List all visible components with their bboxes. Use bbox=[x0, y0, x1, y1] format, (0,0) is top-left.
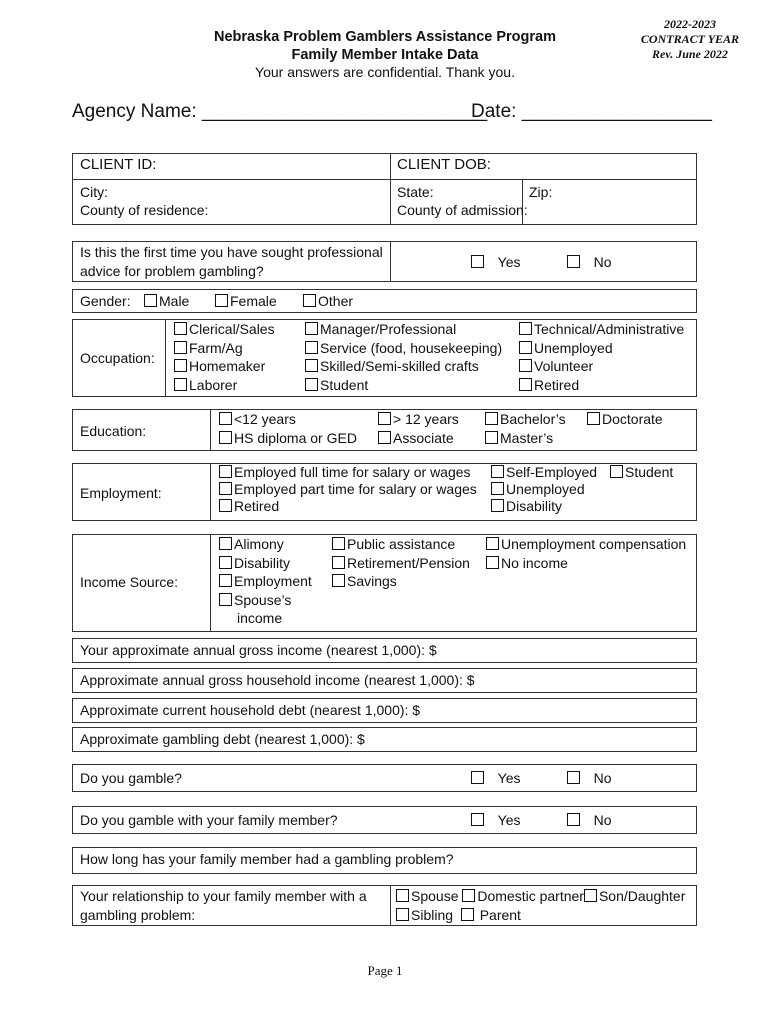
employment-option[interactable] bbox=[610, 464, 673, 481]
option-label: Public assistance bbox=[347, 536, 456, 552]
checkbox-icon[interactable] bbox=[587, 412, 600, 425]
form-title: Nebraska Problem Gamblers Assistance Program bbox=[214, 29, 556, 45]
income-source-box bbox=[72, 534, 697, 632]
employment-option[interactable] bbox=[491, 498, 597, 515]
education-option[interactable] bbox=[219, 410, 357, 429]
option-label: Student bbox=[625, 464, 674, 480]
occupation-option[interactable] bbox=[305, 376, 502, 395]
employment-label: Employment: bbox=[80, 485, 162, 501]
checkbox-icon[interactable] bbox=[332, 574, 345, 587]
zip-field[interactable]: Zip: bbox=[529, 184, 553, 200]
household-debt-field[interactable]: Approximate current household debt (nearest 1,000): $ bbox=[80, 702, 421, 718]
first-time-yes[interactable] bbox=[471, 253, 521, 271]
option-label: Sibling bbox=[411, 907, 454, 923]
checkbox-icon[interactable] bbox=[219, 556, 232, 569]
confidential-note: Your answers are confidential. Thank you. bbox=[255, 64, 515, 80]
relationship-row1 bbox=[396, 887, 685, 905]
gamble-family-no[interactable] bbox=[567, 811, 612, 829]
option-label: Son/Daughter bbox=[598, 888, 686, 904]
education-option[interactable] bbox=[378, 410, 459, 429]
occupation-option[interactable] bbox=[174, 320, 275, 339]
income-option[interactable] bbox=[332, 572, 470, 591]
employment-box bbox=[72, 463, 697, 521]
gender-other-label: Other bbox=[318, 293, 354, 309]
checkbox-icon[interactable] bbox=[519, 341, 532, 354]
relationship-box bbox=[72, 885, 697, 926]
education-option[interactable] bbox=[485, 429, 566, 448]
gamble-family-no-label: No bbox=[593, 812, 612, 828]
first-time-question: Is this the first time you have sought professional bbox=[80, 244, 383, 260]
option-label: Parent bbox=[479, 907, 521, 923]
education-col3 bbox=[485, 410, 566, 447]
household-income-row[interactable] bbox=[72, 668, 697, 693]
education-col1 bbox=[219, 410, 357, 447]
gamble-family-yes-label: Yes bbox=[497, 812, 521, 828]
checkbox-icon[interactable] bbox=[219, 499, 232, 512]
occupation-option[interactable] bbox=[305, 357, 502, 376]
checkbox-icon[interactable] bbox=[219, 465, 232, 478]
checkbox-icon[interactable] bbox=[174, 341, 187, 354]
checkbox-icon[interactable] bbox=[305, 322, 318, 335]
education-col2 bbox=[378, 410, 459, 447]
employment-option[interactable] bbox=[219, 481, 477, 498]
client-dob-field[interactable]: CLIENT DOB: bbox=[397, 156, 491, 173]
gender-other[interactable] bbox=[303, 292, 353, 310]
employment-option[interactable] bbox=[219, 464, 477, 481]
income-source-label: Income Source: bbox=[80, 574, 179, 590]
occupation-option[interactable] bbox=[519, 376, 684, 395]
county-residence-field[interactable]: County of residence: bbox=[80, 202, 209, 218]
agency-name-field[interactable]: Agency Name: ___________________________ bbox=[72, 101, 488, 122]
checkbox-icon[interactable] bbox=[471, 255, 484, 268]
education-box bbox=[72, 409, 697, 451]
employment-option[interactable] bbox=[491, 481, 597, 498]
education-option[interactable] bbox=[219, 429, 357, 448]
option-label: Savings bbox=[347, 573, 397, 589]
checkbox-icon[interactable] bbox=[584, 889, 597, 902]
revision-date: Rev. June 2022 bbox=[652, 47, 728, 61]
gamble-no-label: No bbox=[593, 770, 612, 786]
occupation-option[interactable] bbox=[519, 320, 684, 339]
gambling-debt-row[interactable] bbox=[72, 727, 697, 752]
gender-box bbox=[72, 289, 697, 313]
first-time-yes-label: Yes bbox=[497, 254, 521, 270]
option-label: Domestic partner bbox=[477, 888, 584, 904]
checkbox-icon[interactable] bbox=[491, 465, 504, 478]
checkbox-icon[interactable] bbox=[174, 378, 187, 391]
relationship-option[interactable] bbox=[396, 907, 453, 923]
gender-label: Gender: bbox=[80, 293, 131, 309]
first-time-no-label: No bbox=[593, 254, 612, 270]
income-col3 bbox=[486, 535, 686, 572]
checkbox-icon[interactable] bbox=[485, 431, 498, 444]
option-label: Employed part time for salary or wages bbox=[234, 481, 477, 497]
option-label-continued: income bbox=[237, 610, 283, 626]
checkbox-icon[interactable] bbox=[485, 412, 498, 425]
checkbox-icon[interactable] bbox=[305, 341, 318, 354]
income-option[interactable] bbox=[219, 535, 312, 554]
relationship-option[interactable] bbox=[396, 888, 458, 904]
option-label: Spouse’s bbox=[234, 591, 292, 608]
option-label: Employment bbox=[234, 573, 312, 589]
income-col2 bbox=[332, 535, 470, 591]
checkbox-icon[interactable] bbox=[219, 412, 232, 425]
employment-col2 bbox=[491, 464, 597, 515]
gamble-yes-label: Yes bbox=[497, 770, 521, 786]
education-option[interactable] bbox=[485, 410, 566, 429]
client-info-box bbox=[72, 153, 697, 225]
checkbox-icon[interactable] bbox=[174, 359, 187, 372]
employment-option[interactable] bbox=[219, 498, 477, 515]
option-label: Unemployment compensation bbox=[501, 536, 687, 552]
option-label: HS diploma or GED bbox=[234, 429, 357, 446]
gamble-family-yes[interactable] bbox=[471, 811, 521, 829]
option-label: Homemaker bbox=[189, 358, 266, 374]
checkbox-icon[interactable] bbox=[219, 431, 232, 444]
income-option[interactable] bbox=[332, 554, 470, 573]
checkbox-icon[interactable] bbox=[471, 813, 484, 826]
option-label: Clerical/Sales bbox=[189, 321, 275, 337]
checkbox-icon[interactable] bbox=[219, 593, 232, 606]
income-option[interactable] bbox=[219, 572, 312, 591]
option-label: Skilled/Semi-skilled crafts bbox=[320, 358, 479, 374]
option-label: Spouse bbox=[411, 888, 459, 904]
employment-option[interactable] bbox=[491, 464, 597, 481]
annual-income-row[interactable] bbox=[72, 638, 697, 663]
occupation-col3 bbox=[519, 320, 684, 394]
income-option[interactable] bbox=[486, 554, 686, 573]
option-label: Technical/Administrative bbox=[534, 321, 685, 337]
option-label: Student bbox=[320, 376, 369, 393]
gamble-family-question: Do you gamble with your family member? bbox=[80, 812, 338, 828]
checkbox-icon[interactable] bbox=[519, 322, 532, 335]
gender-male-label: Male bbox=[159, 293, 190, 309]
checkbox-icon[interactable] bbox=[486, 556, 499, 569]
checkbox-icon[interactable] bbox=[486, 537, 499, 550]
first-time-no[interactable] bbox=[567, 253, 612, 271]
education-col4 bbox=[587, 410, 663, 429]
income-col1 bbox=[219, 535, 312, 628]
option-label: Service (food, housekeeping) bbox=[320, 339, 503, 356]
option-label: Retirement/Pension bbox=[347, 554, 470, 571]
income-option[interactable] bbox=[332, 535, 470, 554]
gamble-box bbox=[72, 764, 697, 792]
checkbox-icon[interactable] bbox=[519, 378, 532, 391]
education-option[interactable] bbox=[378, 429, 459, 448]
relationship-question: Your relationship to your family member with a bbox=[80, 888, 367, 904]
occupation-option[interactable] bbox=[174, 357, 275, 376]
relationship-row2 bbox=[396, 906, 521, 924]
occupation-col2 bbox=[305, 320, 502, 394]
option-label: Master’s bbox=[500, 429, 554, 446]
checkbox-icon[interactable] bbox=[491, 499, 504, 512]
occupation-option[interactable] bbox=[174, 376, 275, 395]
option-label: Retired bbox=[234, 498, 280, 514]
option-label: > 12 years bbox=[393, 411, 459, 427]
checkbox-icon[interactable] bbox=[174, 322, 187, 335]
option-label: Disability bbox=[506, 498, 563, 514]
option-label: Unemployed bbox=[534, 339, 613, 356]
checkbox-icon[interactable] bbox=[219, 537, 232, 550]
option-label: Alimony bbox=[234, 536, 284, 552]
occupation-col1 bbox=[174, 320, 275, 394]
contract-year: 2022-2023 bbox=[664, 17, 716, 31]
checkbox-icon[interactable] bbox=[567, 255, 580, 268]
occupation-option[interactable] bbox=[305, 339, 502, 358]
checkbox-icon[interactable] bbox=[303, 294, 316, 307]
option-label: Doctorate bbox=[602, 411, 663, 427]
gamble-yes[interactable] bbox=[471, 769, 521, 787]
checkbox-icon[interactable] bbox=[332, 537, 345, 550]
gender-female-label: Female bbox=[230, 293, 277, 309]
checkbox-icon[interactable] bbox=[305, 378, 318, 391]
gambling-debt-field[interactable]: Approximate gambling debt (nearest 1,000): $ bbox=[80, 731, 365, 747]
employment-col3 bbox=[610, 464, 673, 481]
gender-male[interactable] bbox=[144, 292, 189, 310]
income-option[interactable] bbox=[486, 535, 686, 554]
option-label: No income bbox=[501, 554, 568, 571]
education-label: Education: bbox=[80, 423, 147, 439]
checkbox-icon[interactable] bbox=[396, 889, 409, 902]
option-label: Disability bbox=[234, 554, 291, 571]
checkbox-icon[interactable] bbox=[219, 482, 232, 495]
option-label: Associate bbox=[393, 429, 454, 446]
how-long-question: How long has your family member had a gambling problem? bbox=[80, 851, 454, 867]
annual-income-field[interactable]: Your approximate annual gross income (nearest 1,000): $ bbox=[80, 642, 437, 658]
checkbox-icon[interactable] bbox=[471, 771, 484, 784]
relationship-option[interactable] bbox=[461, 907, 521, 923]
option-label: Unemployed bbox=[506, 481, 585, 497]
checkbox-icon[interactable] bbox=[219, 574, 232, 587]
checkbox-icon[interactable] bbox=[144, 294, 157, 307]
option-label: Volunteer bbox=[534, 358, 594, 374]
employment-col1 bbox=[219, 464, 477, 515]
relationship-option[interactable] bbox=[584, 888, 685, 904]
option-label: Bachelor’s bbox=[500, 411, 566, 427]
how-long-box[interactable] bbox=[72, 847, 697, 874]
checkbox-icon[interactable] bbox=[610, 465, 623, 478]
first-time-box bbox=[72, 241, 697, 282]
checkbox-icon[interactable] bbox=[305, 359, 318, 372]
checkbox-icon[interactable] bbox=[215, 294, 228, 307]
occupation-label: Occupation: bbox=[80, 350, 155, 366]
income-option[interactable] bbox=[219, 591, 312, 610]
gender-female[interactable] bbox=[215, 292, 277, 310]
relationship-question-2: gambling problem: bbox=[80, 907, 196, 923]
contract-year-label: CONTRACT YEAR bbox=[640, 32, 740, 46]
option-label: <12 years bbox=[234, 411, 296, 427]
checkbox-icon[interactable] bbox=[332, 556, 345, 569]
option-label: Self-Employed bbox=[506, 464, 598, 480]
checkbox-icon[interactable] bbox=[567, 813, 580, 826]
first-time-question-2: advice for problem gambling? bbox=[80, 263, 264, 279]
checkbox-icon[interactable] bbox=[396, 908, 409, 921]
household-income-field[interactable]: Approximate annual gross household income (nearest 1,000): $ bbox=[80, 672, 475, 688]
client-id-field[interactable]: CLIENT ID: bbox=[80, 156, 157, 173]
education-option[interactable] bbox=[587, 410, 663, 429]
occupation-option[interactable] bbox=[305, 320, 502, 339]
city-field[interactable]: City: bbox=[80, 184, 108, 200]
checkbox-icon[interactable] bbox=[567, 771, 580, 784]
form-subtitle: Family Member Intake Data bbox=[291, 47, 479, 63]
option-label: Retired bbox=[534, 376, 580, 393]
checkbox-icon[interactable] bbox=[378, 412, 391, 425]
gamble-family-box bbox=[72, 806, 697, 834]
gamble-question: Do you gamble? bbox=[80, 770, 182, 786]
option-label: Employed full time for salary or wages bbox=[234, 464, 471, 480]
occupation-box bbox=[72, 319, 697, 397]
option-label: Manager/Professional bbox=[320, 321, 457, 337]
page-number: Page 1 bbox=[367, 963, 403, 978]
household-debt-row[interactable] bbox=[72, 698, 697, 723]
county-admission-field[interactable]: County of admission: bbox=[397, 202, 528, 218]
state-field[interactable]: State: bbox=[397, 184, 434, 200]
checkbox-icon[interactable] bbox=[378, 431, 391, 444]
relationship-option[interactable] bbox=[462, 888, 584, 904]
checkbox-icon[interactable] bbox=[461, 908, 474, 921]
option-label: Laborer bbox=[189, 376, 238, 393]
checkbox-icon[interactable] bbox=[519, 359, 532, 372]
occupation-option[interactable] bbox=[519, 339, 684, 358]
income-option[interactable] bbox=[219, 554, 312, 573]
gamble-no[interactable] bbox=[567, 769, 612, 787]
option-label: Farm/Ag bbox=[189, 339, 243, 356]
date-field[interactable]: Date: __________________ bbox=[471, 101, 712, 122]
checkbox-icon[interactable] bbox=[462, 889, 475, 902]
occupation-option[interactable] bbox=[174, 339, 275, 358]
checkbox-icon[interactable] bbox=[491, 482, 504, 495]
occupation-option[interactable] bbox=[519, 357, 684, 376]
